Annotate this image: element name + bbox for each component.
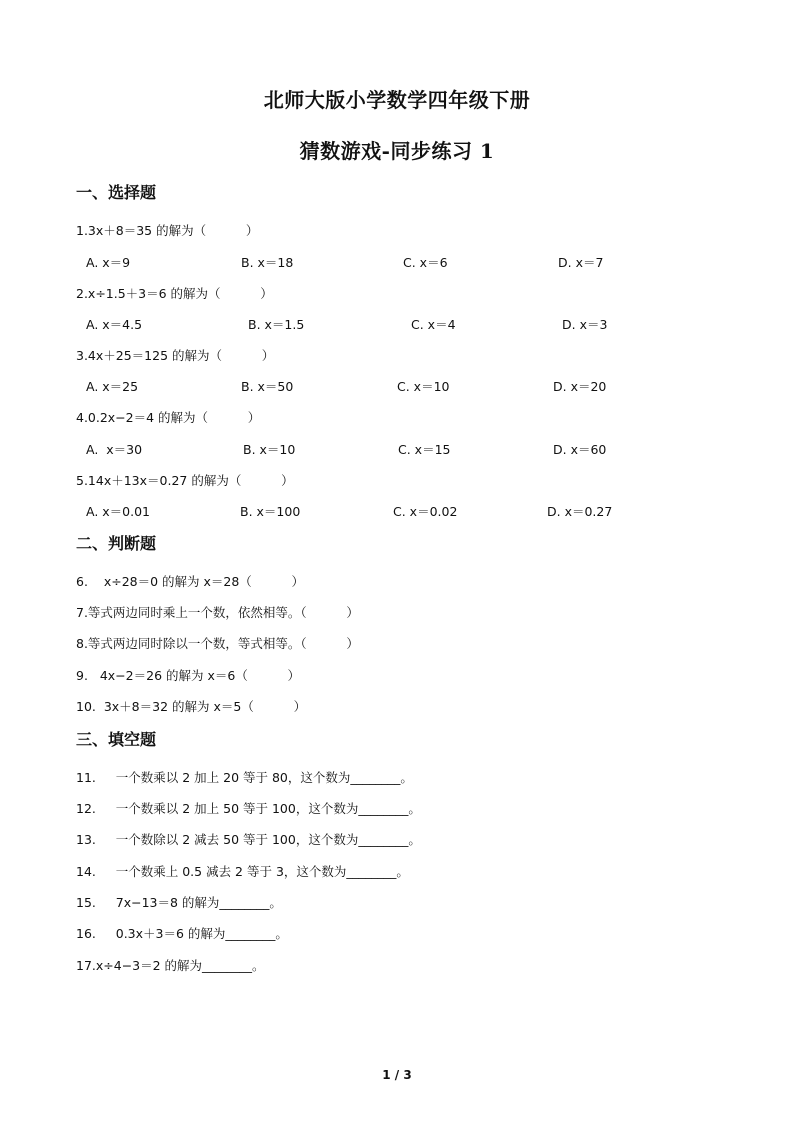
question-10: 10. 3x＋8＝32 的解为 x＝5（ ） bbox=[76, 699, 307, 714]
question-11: 11. 一个数乘以 2 加上 20 等于 80，这个数为________。 bbox=[76, 770, 413, 785]
q3-option-d: D. x＝20 bbox=[553, 379, 607, 394]
question-1: 1.3x＋8＝35 的解为（ ） bbox=[76, 223, 259, 238]
question-14: 14. 一个数乘上 0.5 减去 2 等于 3，这个数为________。 bbox=[76, 864, 409, 879]
q3-option-a: A. x＝25 bbox=[86, 379, 139, 394]
q4-option-c: C. x＝15 bbox=[398, 442, 451, 457]
q4-option-a: A. x＝30 bbox=[86, 442, 143, 457]
q4-option-b: B. x＝10 bbox=[243, 442, 296, 457]
q1-option-d: D. x＝7 bbox=[558, 255, 604, 270]
q2-option-d: D. x＝3 bbox=[562, 317, 608, 332]
q5-option-b: B. x＝100 bbox=[240, 504, 301, 519]
q3-option-b: B. x＝50 bbox=[241, 379, 294, 394]
question-9: 9. 4x−2＝26 的解为 x＝6（ ） bbox=[76, 668, 301, 683]
section-fill-heading: 三、填空题 bbox=[76, 730, 157, 749]
section-judge-heading: 二、判断题 bbox=[76, 534, 157, 553]
question-13: 13. 一个数除以 2 减去 50 等于 100，这个数为________。 bbox=[76, 832, 421, 847]
section-choice-heading: 一、选择题 bbox=[76, 183, 157, 202]
question-5: 5.14x＋13x＝0.27 的解为（ ） bbox=[76, 473, 294, 488]
q1-option-c: C. x＝6 bbox=[403, 255, 448, 270]
question-17: 17.x÷4−3＝2 的解为________。 bbox=[76, 958, 265, 973]
q2-option-a: A. x＝4.5 bbox=[86, 317, 143, 332]
question-6: 6. x÷28＝0 的解为 x＝28（ ） bbox=[76, 574, 305, 589]
q5-option-a: A. x＝0.01 bbox=[86, 504, 151, 519]
q1-option-b: B. x＝18 bbox=[241, 255, 294, 270]
q2-option-b: B. x＝1.5 bbox=[248, 317, 305, 332]
q2-option-c: C. x＝4 bbox=[411, 317, 456, 332]
q5-option-d: D. x＝0.27 bbox=[547, 504, 613, 519]
q3-option-c: C. x＝10 bbox=[397, 379, 450, 394]
q5-option-c: C. x＝0.02 bbox=[393, 504, 458, 519]
question-12: 12. 一个数乘以 2 加上 50 等于 100，这个数为________。 bbox=[76, 801, 421, 816]
q4-option-d: D. x＝60 bbox=[553, 442, 607, 457]
question-15: 15. 7x−13＝8 的解为________。 bbox=[76, 895, 282, 910]
question-8: 8.等式两边同时除以一个数，等式相等。（ ） bbox=[76, 636, 359, 651]
document-subtitle: 猜数游戏-同步练习 1 bbox=[299, 139, 495, 163]
question-2: 2.x÷1.5＋3＝6 的解为（ ） bbox=[76, 286, 273, 301]
page-number: 1 / 3 bbox=[382, 1068, 412, 1082]
question-7: 7.等式两边同时乘上一个数，依然相等。（ ） bbox=[76, 605, 359, 620]
question-4: 4.0.2x−2＝4 的解为（ ） bbox=[76, 410, 261, 425]
question-16: 16. 0.3x＋3＝6 的解为________。 bbox=[76, 926, 288, 941]
q1-option-a: A. x＝9 bbox=[86, 255, 131, 270]
question-3: 3.4x＋25＝125 的解为（ ） bbox=[76, 348, 275, 363]
document-title: 北师大版小学数学四年级下册 bbox=[263, 88, 531, 112]
